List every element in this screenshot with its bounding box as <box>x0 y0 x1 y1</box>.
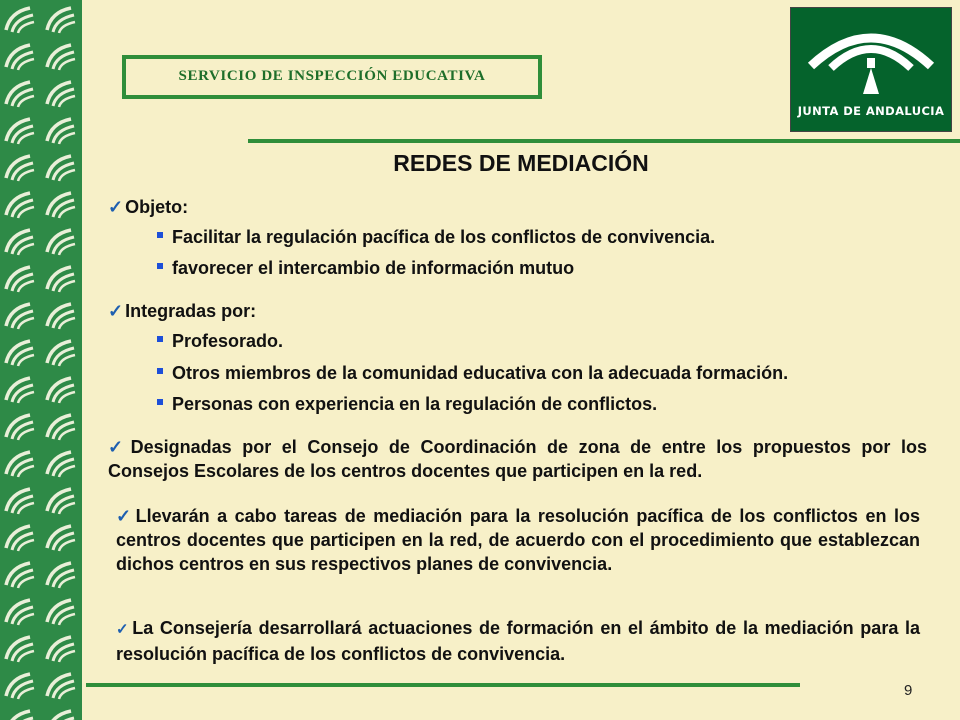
list-item-text: favorecer el intercambio de información mutuo <box>172 258 575 278</box>
title-rule <box>248 139 960 143</box>
decorative-side-band <box>0 0 82 720</box>
logo-text: JUNTA DE ANDALUCIA <box>797 104 945 118</box>
list-item-text: Otros miembros de la comunidad educativa con la adecuada formación. <box>172 363 789 383</box>
integradas-heading-text: Integradas por: <box>125 301 257 321</box>
designadas-paragraph <box>108 435 927 483</box>
checkmark-icon: ✓ <box>116 506 134 526</box>
list-item-text: Profesorado. <box>172 331 284 351</box>
junta-de-andalucia-logo <box>790 7 952 132</box>
objeto-heading <box>108 197 188 218</box>
square-bullet-icon <box>157 232 163 238</box>
consejeria-paragraph <box>116 616 920 666</box>
llevaran-text: Llevarán a cabo tareas de mediación para la resolución pacífica de los conflictos en los centros docentes que participen en la red, de acuerdo con el procedimiento que establezcan dichos centros en sus respectivos planes de convivencia. <box>116 506 920 574</box>
list-item <box>157 258 574 279</box>
list-item <box>157 227 715 248</box>
page-title: REDES DE MEDIACIÓN <box>393 150 649 176</box>
objeto-heading-text: Objeto: <box>125 197 189 217</box>
square-bullet-icon <box>157 368 163 374</box>
llevaran-paragraph <box>116 504 920 576</box>
square-bullet-icon <box>157 263 163 269</box>
list-item-text: Personas con experiencia en la regulación de conflictos. <box>172 394 658 414</box>
footer-rule <box>86 683 800 687</box>
leaf-pattern-icon <box>0 0 82 720</box>
consejeria-text: La Consejería desarrollará actuaciones de formación en el ámbito de la mediación para la resolución pacífica de los conflictos de convivencia. <box>116 618 920 664</box>
checkmark-icon: ✓ <box>108 301 124 321</box>
list-item <box>157 331 283 352</box>
service-header-text: SERVICIO DE INSPECCIÓN EDUCATIVA <box>178 68 486 84</box>
list-item <box>157 394 657 415</box>
list-item-text: Facilitar la regulación pacífica de los conflictos de convivencia. <box>172 227 716 247</box>
page-number: 9 <box>904 682 913 699</box>
integradas-heading <box>108 301 256 322</box>
designadas-text: Designadas por el Consejo de Coordinación de zona de entre los propuestos por los Consejos Escolares de los centros docentes que participen en la red. <box>108 437 927 481</box>
checkmark-icon: ✓ <box>116 621 131 638</box>
square-bullet-icon <box>157 399 163 405</box>
square-bullet-icon <box>157 336 163 342</box>
checkmark-icon: ✓ <box>108 437 129 457</box>
service-header-box <box>122 55 542 99</box>
list-item <box>157 363 788 384</box>
checkmark-icon: ✓ <box>108 197 124 217</box>
